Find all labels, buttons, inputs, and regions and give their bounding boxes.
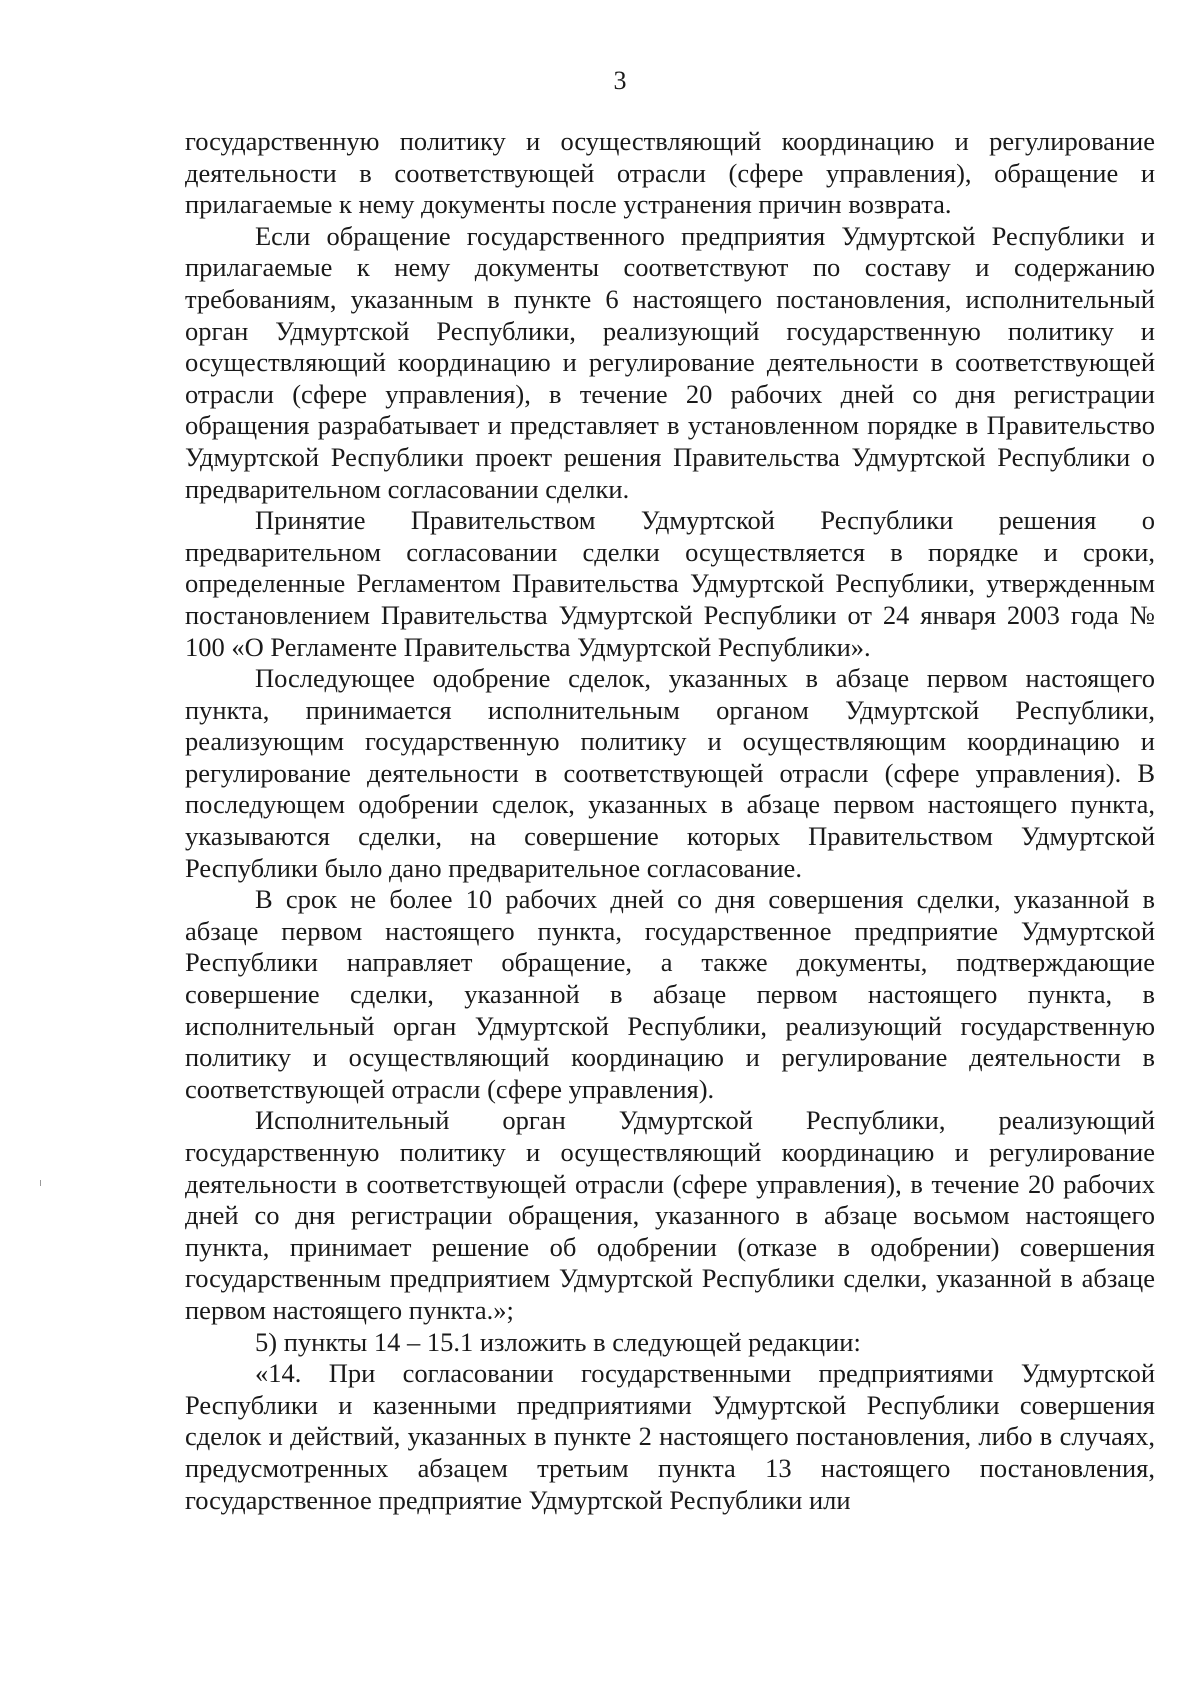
paragraph: В срок не более 10 рабочих дней со дня совершения сделки, указанной в абзаце первом настоящего пункта, государственное предприятие Удмуртской Республики направляет обращение, а также документы, подтверждающие совершение сделки, указанной в абзаце первом настоящего пункта, в исполнительный орган Удмуртской Республики, реализующий государственную политику и осуществляющий координацию и регулирование деятельности в соответствующей отрасли (сфере управления).	[185, 884, 1155, 1104]
paragraph: Принятие Правительством Удмуртской Республики решения о предварительном согласовании сделки осуществляется в порядке и сроки, определенные Регламентом Правительства Удмуртской Республики, утвержденным постановлением Правительства Удмуртской Республики от 24 января 2003 года № 100 «О Регламенте Правительства Удмуртской Республики».	[185, 505, 1155, 662]
paragraph-continuation: государственную политику и осуществляющий координацию и регулирование деятельности в соответствующей отрасли (сфере управления), обращение и прилагаемые к нему документы после устранения причин возврата.	[185, 126, 1155, 220]
document-body	[185, 126, 1155, 1516]
paragraph: «14. При согласовании государственными предприятиями Удмуртской Республики и казенными предприятиями Удмуртской Республики совершения сделок и действий, указанных в пункте 2 настоящего постановления, либо в случаях, предусмотренных абзацем третьим пункта 13 настоящего постановления, государственное предприятие Удмуртской Республики или	[185, 1358, 1155, 1515]
paragraph: Исполнительный орган Удмуртской Республики, реализующий государственную политику и осуществляющий координацию и регулирование деятельности в соответствующей отрасли (сфере управления), в течение 20 рабочих дней со дня регистрации обращения, указанного в абзаце восьмом настоящего пункта, принимает решение об одобрении (отказе в одобрении) совершения государственным предприятием Удмуртской Республики сделки, указанной в абзаце первом настоящего пункта.»;	[185, 1105, 1155, 1325]
page-number: 3	[613, 66, 627, 95]
paragraph: Последующее одобрение сделок, указанных в абзаце первом настоящего пункта, принимается исполнительным органом Удмуртской Республики, реализующим государственную политику и осуществляющим координацию и регулирование деятельности в соответствующей отрасли (сфере управления). В последующем одобрении сделок, указанных в абзаце первом настоящего пункта, указываются сделки, на совершение которых Правительством Удмуртской Республики было дано предварительное согласование.	[185, 663, 1155, 883]
scan-speck	[40, 1180, 41, 1186]
paragraph: Если обращение государственного предприятия Удмуртской Республики и прилагаемые к нему документы соответствуют по составу и содержанию требованиям, указанным в пункте 6 настоящего постановления, исполнительный орган Удмуртской Республики, реализующий государственную политику и осуществляющий координацию и регулирование деятельности в соответствующей отрасли (сфере управления), в течение 20 рабочих дней со дня регистрации обращения разрабатывает и представляет в установленном порядке в Правительство Удмуртской Республики проект решения Правительства Удмуртской Республики о предварительном согласовании сделки.	[185, 220, 1155, 504]
paragraph: 5) пункты 14 – 15.1 изложить в следующей редакции:	[255, 1326, 861, 1357]
